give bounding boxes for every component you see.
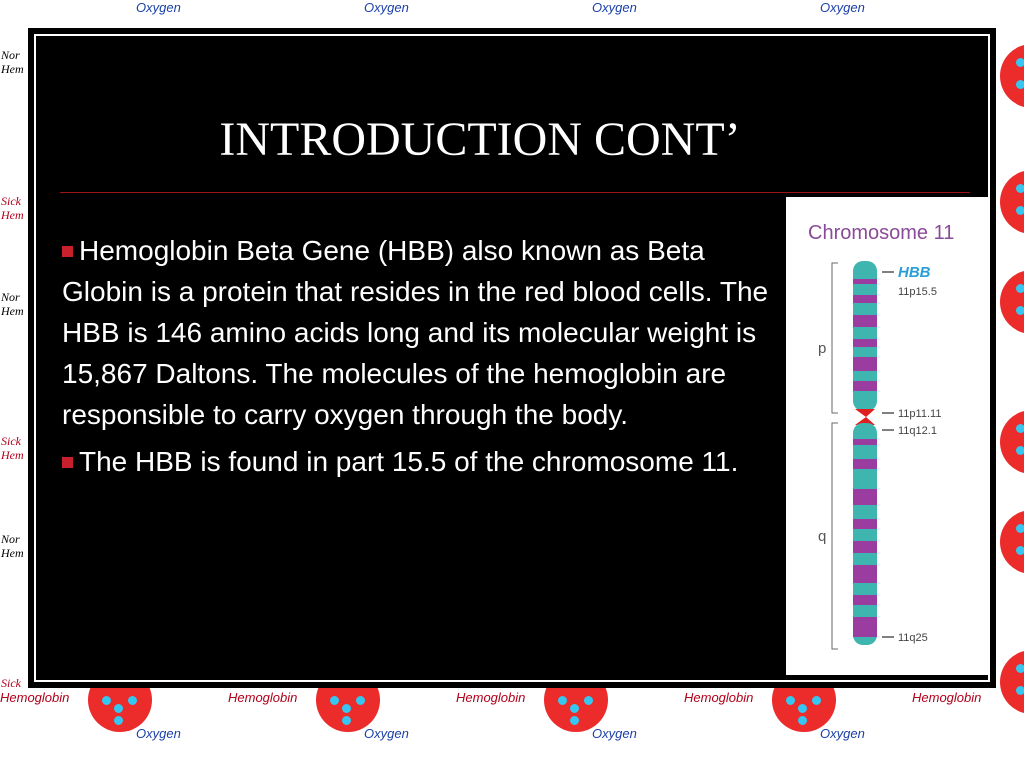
chromosome-band [853,489,877,505]
chromosome-band [853,617,877,637]
bullet-square-icon [62,246,73,257]
chromosome-band [853,439,877,445]
slide-title: INTRODUCTION CONT’ [219,113,741,166]
chromosome-title: Chromosome 11 [808,222,955,244]
hemoglobin-label: Hemoglobin [228,690,298,705]
hemoglobin-label: Hemoglobin [456,690,526,705]
chromosome-band [853,339,877,347]
oxygen-label: Oxygen [820,726,865,741]
oxygen-label: Oxygen [820,0,865,15]
band-label: 11p15.5 [898,286,937,298]
blood-cell-icon [1000,510,1024,574]
blood-cell-icon [1000,410,1024,474]
left-label: Sick Hem [1,194,24,222]
bullet-text: The HBB is found in part 15.5 of the chromosome 11. [79,446,739,477]
left-label: Nor Hem [1,48,24,76]
p-arm-bracket [832,263,838,413]
bullet-text: Hemoglobin Beta Gene (HBB) also known as Beta Globin is a protein that resides in the red blood cells. The HBB is 146 amino acids long and its molecular weight is 15,867 Daltons. The molecules of the hemoglobin are responsible to carry oxygen through the body. [62,235,769,430]
oxygen-label: Oxygen [364,726,409,741]
chromosome-band [853,541,877,553]
oxygen-label: Oxygen [592,726,637,741]
chromosome-diagram [786,197,989,675]
band-label: 11q12.1 [898,425,937,437]
left-label: Nor Hem [1,290,24,318]
blood-cell-icon [1000,650,1024,714]
left-label: Nor Hem [1,532,24,560]
slide-body [62,230,792,488]
band-label: 11q25 [898,632,928,644]
chromosome-band [853,295,877,303]
oxygen-label: Oxygen [364,0,409,15]
band-label: 11p11.11 [898,408,942,420]
hemoglobin-label: Hemoglobin [684,690,754,705]
chromosome-band [853,565,877,583]
bullet-square-icon [62,457,73,468]
chromosome-figure [786,197,989,675]
blood-cell-icon [1000,270,1024,334]
q-arm [853,423,877,645]
hemoglobin-label: Hemoglobin [0,690,70,705]
chromosome-band [853,357,877,371]
chromosome-band [853,595,877,605]
chromosome-band [853,459,877,469]
left-label: Sick Hem [1,434,24,462]
chromosome-band [853,519,877,529]
chromosome-band [853,315,877,327]
oxygen-label: Oxygen [592,0,637,15]
oxygen-label: Oxygen [136,726,181,741]
blood-cell-icon [1000,44,1024,108]
blood-cell-icon [1000,170,1024,234]
bullet-item [62,230,792,435]
chromosome-band [853,279,877,284]
bullet-item [62,441,792,482]
oxygen-label: Oxygen [136,0,181,15]
hemoglobin-label: Hemoglobin [912,690,982,705]
centromere-upper [855,409,875,417]
gene-label-hbb: HBB [898,264,931,281]
q-arm-bracket [832,423,838,649]
q-arm-label: q [818,528,827,545]
title-divider [60,192,970,193]
chromosome-band [853,381,877,391]
left-label: Sick [1,676,21,690]
p-arm-label: p [818,340,827,357]
